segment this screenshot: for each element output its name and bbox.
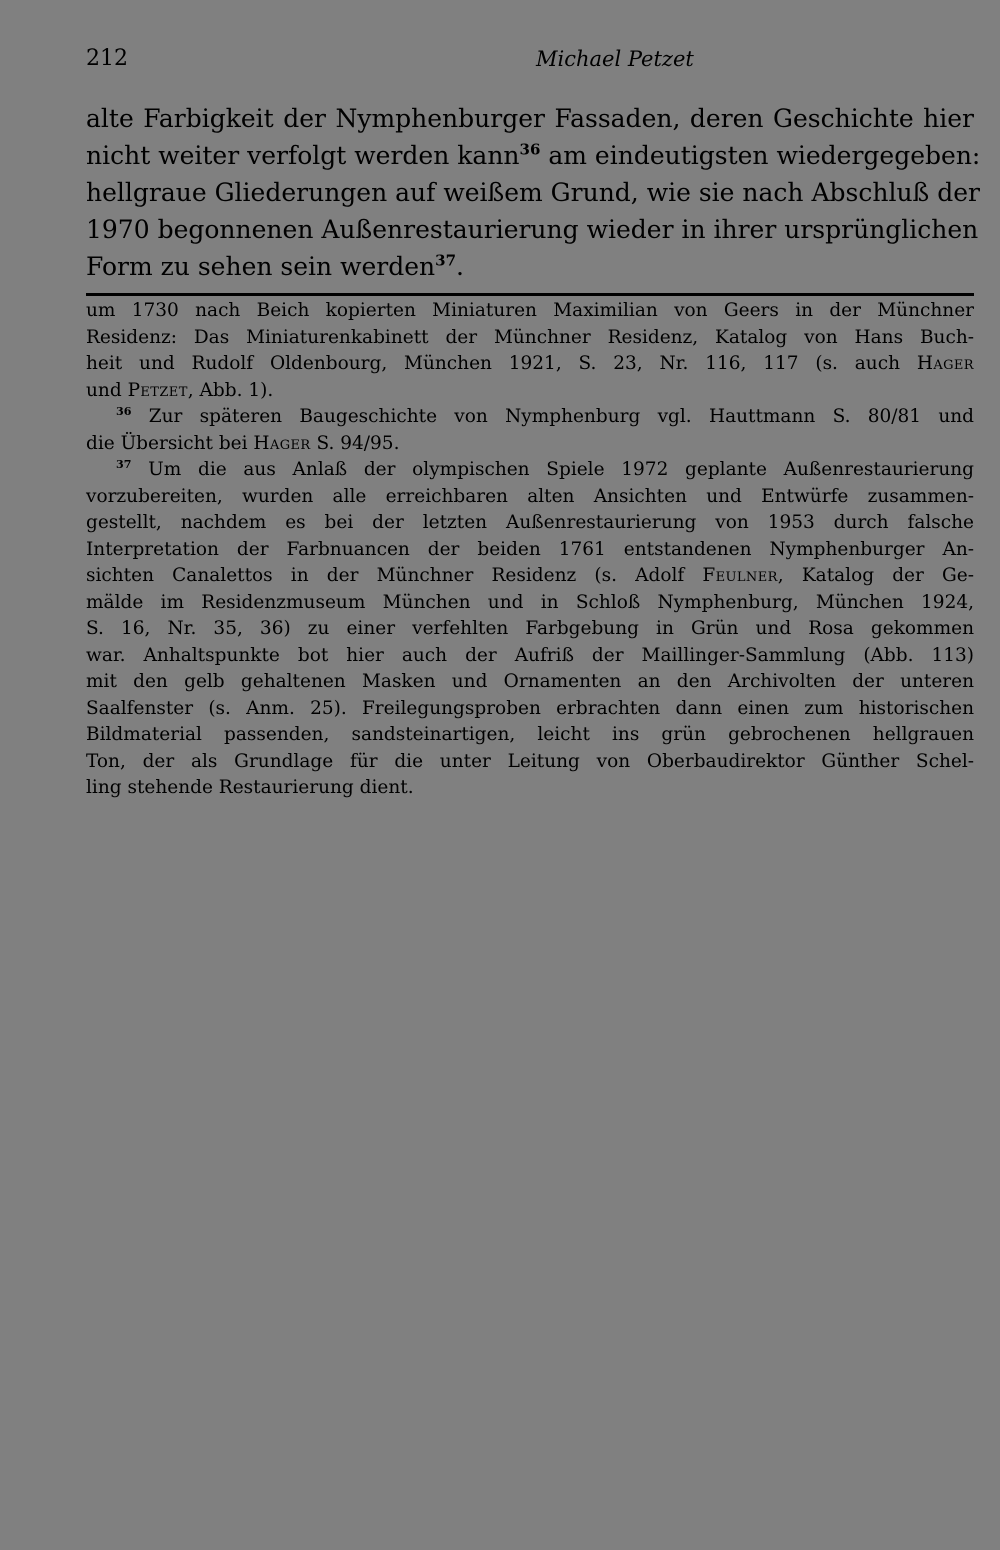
footnote-line [86, 563, 974, 590]
author-name-smallcaps: Hager [253, 432, 311, 454]
body-text: Form zu sehen sein werden [86, 252, 436, 281]
footnote-text: S. 94/95. [310, 432, 400, 454]
author-name-smallcaps: Feulner [702, 565, 778, 586]
footnote-line: Ton, der als Grundlage für die unter Leitung von Oberbaudirektor Günther Schel- [86, 750, 974, 772]
footnote-line: gestellt, nachdem es bei der letzten Außenrestaurierung von 1953 durch falsche [86, 512, 974, 533]
page-header [86, 44, 973, 74]
body-text: . [456, 252, 464, 281]
running-head-author: Michael Petzet [536, 47, 694, 71]
footnote-line [86, 351, 974, 378]
footnote-37 [86, 457, 974, 802]
footnote-text: die Übersicht bei [86, 432, 254, 454]
footnotes [86, 298, 974, 802]
footnote-line: mit den gelb gehaltenen Masken und Ornamenten an den Archivolten der unteren [86, 671, 974, 692]
footnote-text: und [86, 379, 128, 401]
body-text: nicht weiter verfolgt werden kann [86, 141, 520, 170]
footnote-text: , Abb. 1). [187, 379, 274, 401]
page-number: 212 [86, 46, 128, 71]
footnote-line: Saalfenster (s. Anm. 25). Freilegungsproben erbrachten dann einen zum historischen [86, 697, 974, 719]
author-name-smallcaps: Hager [916, 353, 974, 374]
footnote-reference: 36 [519, 140, 541, 159]
footnote-separator-rule [86, 293, 974, 296]
footnote-line: um 1730 nach Beich kopierten Miniaturen Maximilian von Geers in der Münchner [86, 300, 974, 321]
footnote-line: ling stehende Restaurierung dient. [86, 777, 414, 798]
body-line [86, 137, 981, 174]
footnote-marker: 36 [116, 404, 132, 418]
footnote-line: mälde im Residenzmuseum München und in Schloß Nymphenburg, München 1924, [86, 591, 974, 613]
body-line: alte Farbigkeit der Nymphenburger Fassaden, deren Geschichte hier [86, 104, 974, 133]
body-line: 1970 begonnenen Außenrestaurierung wieder in ihrer ursprünglichen [86, 215, 979, 244]
footnote-line [86, 378, 974, 405]
body-line: hellgraue Gliederungen auf weißem Grund, wie sie nach Abschluß der [86, 178, 980, 207]
footnote-line [86, 457, 974, 484]
footnote-continuation [86, 298, 974, 404]
footnote-36 [86, 404, 974, 457]
footnote-text: heit und Rudolf Oldenbourg, München 1921, S. 23, Nr. 116, 117 (s. auch [86, 353, 917, 374]
body-text: am eindeutigsten wiedergegeben: [540, 141, 981, 170]
footnote-line [86, 404, 974, 431]
footnote-line [86, 431, 974, 458]
body-line [86, 248, 974, 285]
footnote-reference: 37 [435, 251, 457, 270]
main-body-text [86, 100, 981, 285]
footnote-marker: 37 [116, 457, 132, 471]
footnote-line: Residenz: Das Miniaturenkabinett der Münchner Residenz, Katalog von Hans Buch- [86, 326, 974, 348]
footnote-line: vorzubereiten, wurden alle erreichbaren alten Ansichten und Entwürfe zusammen- [86, 485, 974, 507]
footnote-line: S. 16, Nr. 35, 36) zu einer verfehlten Farbgebung in Grün und Rosa gekommen [86, 618, 974, 639]
author-name-smallcaps: Petzet [127, 379, 188, 401]
footnote-line: Interpretation der Farbnuancen der beiden 1761 entstandenen Nymphenburger An- [86, 538, 974, 560]
footnote-line: war. Anhaltspunkte bot hier auch der Aufriß der Maillinger-Sammlung (Abb. 113) [86, 644, 974, 666]
footnote-text: , Katalog der Ge- [777, 565, 974, 586]
footnote-line: Bildmaterial passenden, sandsteinartigen, leicht ins grün gebrochenen hellgrauen [86, 724, 974, 745]
footnote-text: sichten Canalettos in der Münchner Residenz (s. Adolf [86, 565, 703, 586]
footnote-text: Zur späteren Baugeschichte von Nymphenburg vgl. Hauttmann S. 80/81 und [131, 406, 974, 427]
footnote-text: Um die aus Anlaß der olympischen Spiele 1972 geplante Außenrestaurierung [131, 459, 974, 480]
